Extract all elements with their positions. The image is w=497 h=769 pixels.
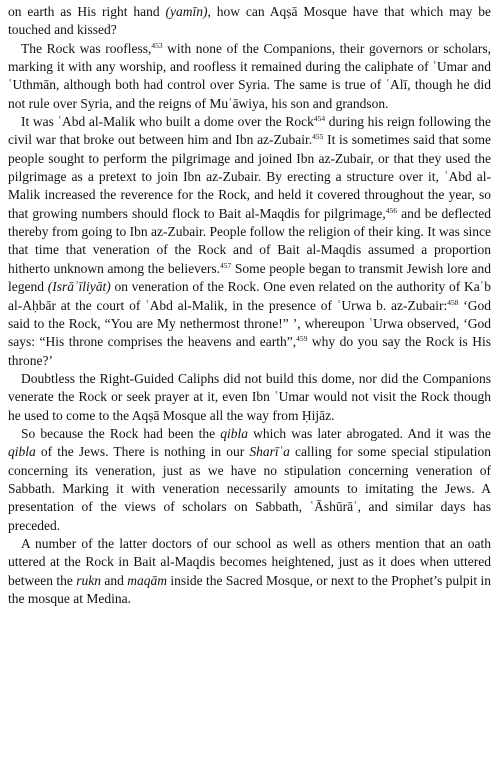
text-run: and be deflected thereby from going to Ibn az-Zubair. People follow the religion of their king. It was since that time that veneration of the Rock and of Bait al-Maqdis assumed a proportion hitherto unknown among the believers. (8, 205, 492, 276)
text-run: ‘God said to the Rock, “You are My nethermost throne!” ’, whereupon ʿUrwa observed, ‘God says: “His throne comprises the heavens and earth”, (8, 297, 491, 350)
footnote-marker: 456 (385, 205, 397, 215)
text-run: It is sometimes said that some people sought to perform the pilgrimage and joined Ibn az-Zubair, or that they used the pilgrimage as a pretext to join Ibn az-Zubair. By erecting a structure over it, ʿAbd al-Malik increased the reverence for the Rock, and held it covered throughout the year, so that growing numbers should flock to Bait al-Maqdis for pilgrimage, (8, 132, 491, 221)
paragraph (8, 370, 491, 425)
italic-term: qibla (8, 444, 36, 460)
text-run: with none of the Companions, their governors or scholars, marking it with any worship, and roofless it remained during the caliphate of ʿUmar and ʿUthmān, although both had control over Syria. The same is true of ʿAlī, though he did not rule over Syria, and the reigns of Muʿāwiya, his son and grandson. (8, 40, 491, 111)
text-run: The Rock was roofless, (21, 40, 152, 56)
text-run: Doubtless the Right-Guided Caliphs did not build this dome, nor did the Companions venerate the Rock or seek prayer at it, even Ibn ʿUmar would not visit the Rock though he used to come to the Aqṣā Mosque all the way from Ḥijāz. (8, 370, 491, 423)
paragraph (8, 40, 491, 113)
italic-term: Sharīʿa (249, 444, 290, 460)
italic-term: maqām (127, 572, 167, 588)
footnote-marker: 454 (313, 114, 326, 124)
italic-term: (Isrāʾīliyāt) (47, 279, 111, 295)
footnote-marker: 453 (151, 40, 163, 50)
text-run: during his reign following the civil war that broke out between him and Ibn az-Zubair. (8, 114, 491, 148)
text-run: inside the Sacred Mosque, or next to the Prophet’s pulpit in the mosque at Medina. (8, 572, 491, 606)
text-run: of the Jews. There is nothing in our (35, 444, 250, 460)
text-run: on earth as His right hand (8, 4, 166, 19)
paragraph (8, 113, 491, 370)
text-body (8, 3, 491, 608)
italic-term: (yamīn) (165, 4, 208, 19)
text-run: It was ʿAbd al-Malik who built a dome over the Rock (21, 114, 314, 130)
text-run: Some people began to transmit Jewish lore and legend (8, 260, 491, 295)
italic-term: rukn (76, 572, 101, 588)
text-run: , how can Aqṣā Mosque have that which may be touched and kissed? (8, 4, 492, 38)
footnote-marker: 458 (447, 297, 459, 307)
footnote-marker: 455 (312, 132, 324, 142)
italic-term: qibla (220, 425, 249, 441)
paragraph (8, 3, 491, 40)
text-run: on veneration of the Rock. One even related on the authority of Kaʿb al-Aḥbār at the court of ʿAbd al-Malik, in the presence of ʿUrwa b. az-Zubair: (8, 279, 491, 313)
text-run: and (100, 572, 128, 588)
text-run: calling for some special stipulation concerning its veneration, just as we have no stipulation concerning veneration of Sabbath. Marking it with veneration necessarily amounts to imitating the Jews. A presentation of the views of scholars on Sabbath, ʿĀshūrāʾ, and similar days has preceded. (8, 444, 491, 533)
footnote-marker: 459 (296, 334, 308, 344)
paragraph (8, 425, 491, 535)
text-run: why do you say the Rock is His throne?’ (8, 334, 491, 368)
text-run: A number of the latter doctors of our school as well as others mention that an oath uttered at the Rock in Bait al-Maqdis becomes heightened, just as it does when uttered between the (8, 535, 491, 588)
text-run: So because the Rock had been the (21, 425, 221, 441)
paragraph (8, 535, 491, 608)
text-run: which was later abrogated. And it was the (248, 425, 491, 441)
footnote-marker: 457 (219, 260, 232, 270)
